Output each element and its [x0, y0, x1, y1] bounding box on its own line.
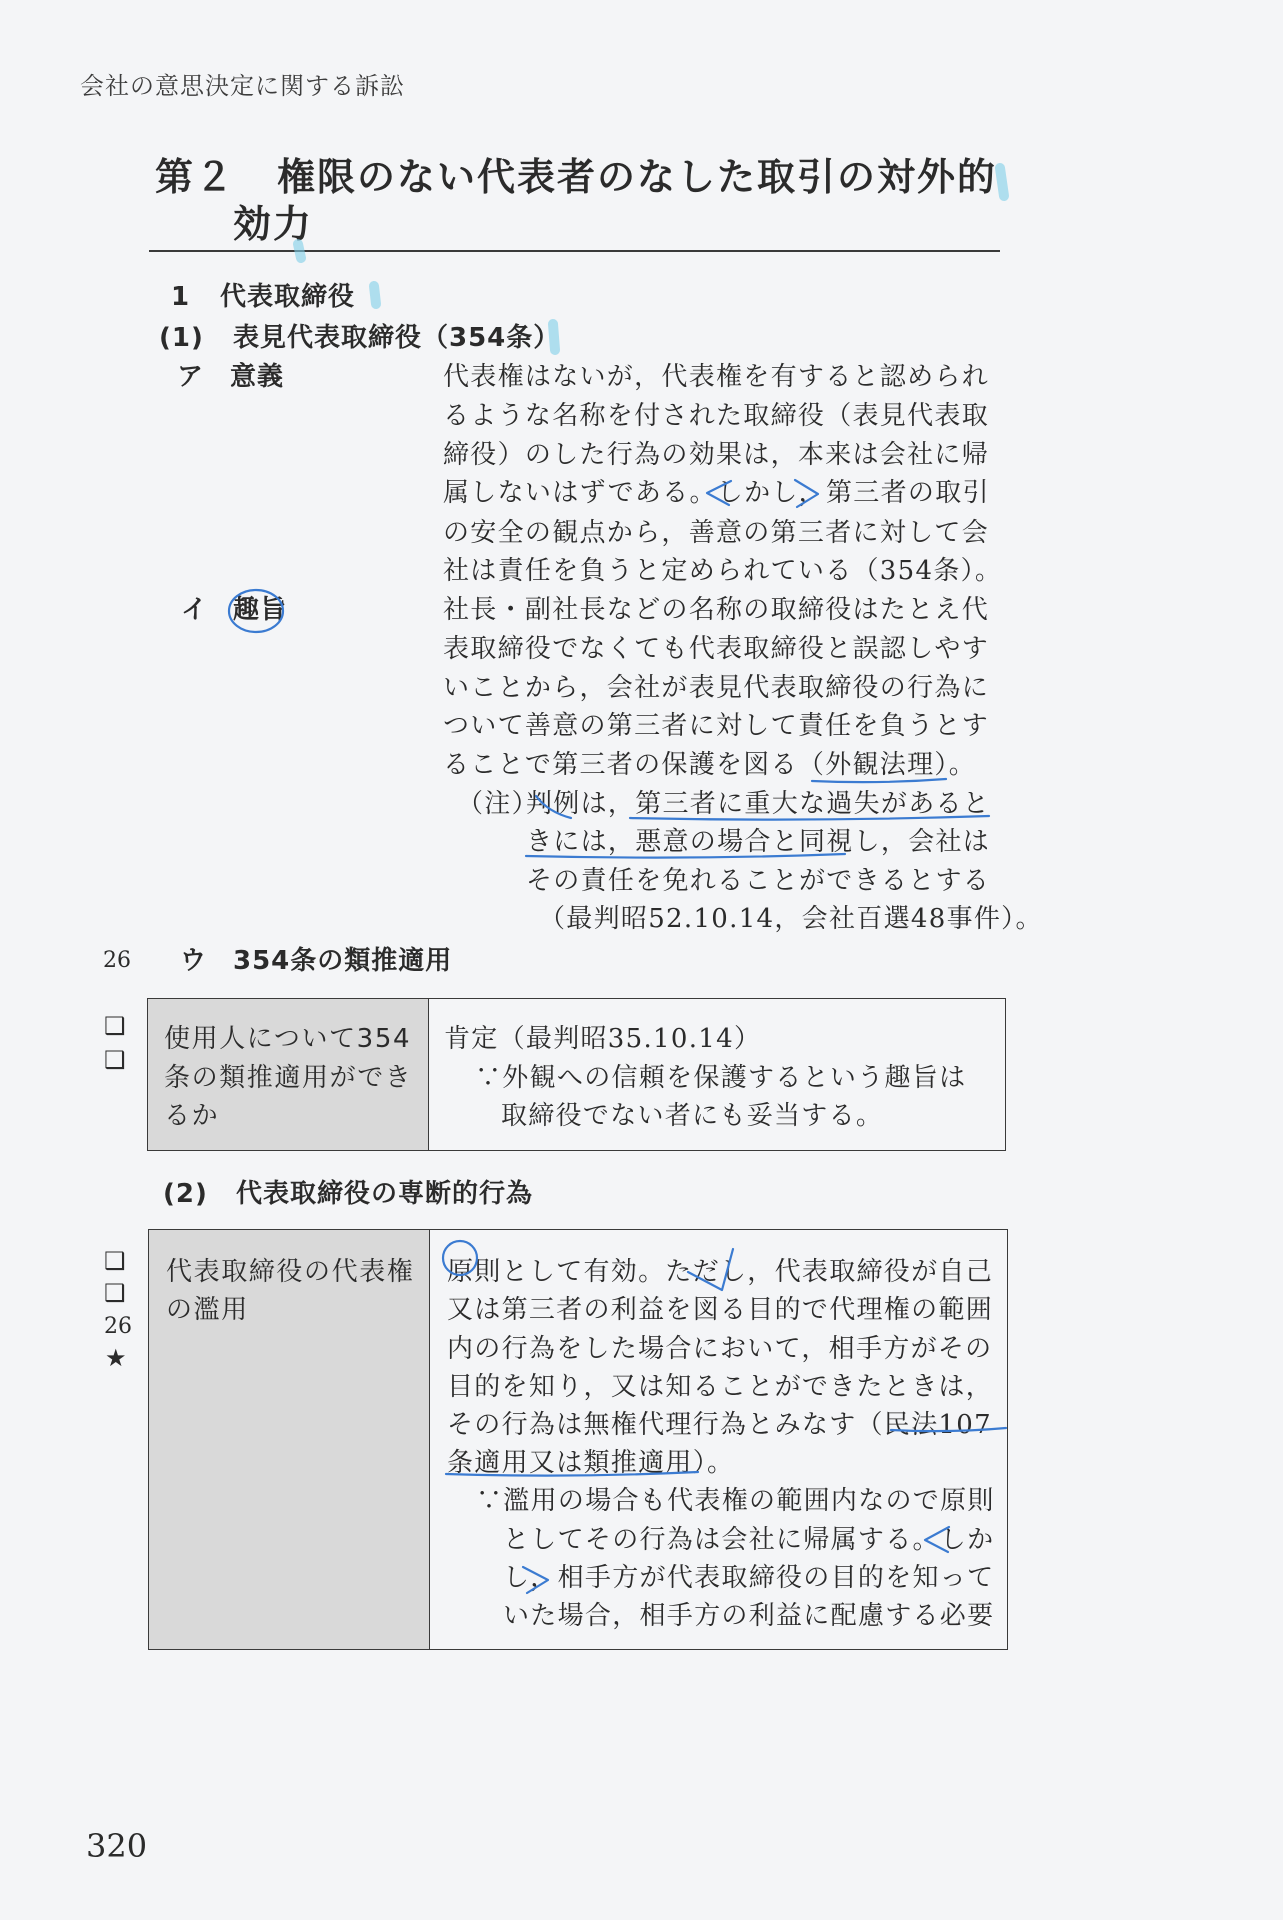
item-heading: 354条の類推適用	[233, 946, 453, 976]
chapter-number: 第２	[155, 155, 236, 199]
note-label: （注）	[457, 789, 539, 819]
item-label: イ	[181, 595, 209, 625]
running-header: 会社の意思決定に関する訴訟	[80, 72, 405, 100]
section-number: 1	[171, 282, 191, 312]
question-line: 使用人について354	[164, 1024, 412, 1054]
answer-line: 内の行為をした場合において，相手方がその	[447, 1334, 993, 1364]
checkbox-icon: ❑	[104, 1046, 126, 1074]
item-label: ア	[177, 362, 205, 392]
subsection-title: 表見代表取締役（354条）	[233, 323, 561, 353]
star-icon: ★	[105, 1344, 127, 1372]
body-line: 代表権はないが，代表権を有すると認められ	[443, 362, 990, 392]
margin-number: 26	[103, 948, 131, 973]
body-line: るような名称を付された取締役（表見代表取	[443, 401, 990, 431]
answer-line: 条適用又は類推適用）。	[447, 1448, 735, 1478]
chapter-title-line: 権限のない代表者のなした取引の対外的	[277, 155, 998, 199]
body-line: 締役）のした行為の効果は，本来は会社に帰	[443, 440, 990, 470]
item-label: ウ	[180, 946, 208, 976]
body-line: いことから，会社が表見代表取締役の行為に	[443, 673, 990, 703]
checkbox-icon: ❑	[104, 1279, 126, 1307]
body-line: 属しないはずである。しかし，第三者の取引	[443, 478, 990, 508]
question-line: 代表取締役の代表権	[166, 1257, 415, 1287]
qa-table	[148, 1229, 1008, 1650]
question-line: るか	[164, 1101, 220, 1131]
chapter-title-line: 効力	[233, 202, 314, 246]
answer-line: 肯定（最判昭35.10.14）	[444, 1024, 762, 1054]
checkbox-icon: ❑	[104, 1247, 126, 1275]
subsection-number: (1)	[159, 323, 204, 353]
item-heading: 意義	[230, 362, 285, 392]
subsection-number: (2)	[163, 1179, 208, 1209]
question-cell	[149, 1230, 430, 1649]
answer-line: ∵濫用の場合も代表権の範囲内なので原則	[476, 1486, 995, 1516]
answer-line: 目的を知り，又は知ることができたときは，	[447, 1372, 994, 1402]
subsection-title: 代表取締役の専断的行為	[236, 1179, 534, 1209]
body-line: 社は責任を負うと定められている（354条）。	[443, 556, 1003, 586]
note-line: （最判昭52.10.14，会社百選48事件）。	[539, 904, 1043, 934]
note-line: きには，悪意の場合と同視し，会社は	[526, 827, 991, 857]
body-line: ることで第三者の保護を図る（外観法理）。	[443, 750, 977, 780]
qa-table	[147, 998, 1006, 1151]
answer-line: その行為は無権代理行為とみなす（民法107	[447, 1410, 992, 1440]
answer-line: 取締役でない者にも妥当する。	[501, 1101, 884, 1131]
note-line: その責任を免れることができるとする	[526, 866, 991, 896]
highlighter-mark	[1000, 168, 1004, 196]
answer-line: ∵外観への信頼を保護するという趣旨は	[475, 1063, 967, 1093]
body-line: 社長・副社長などの名称の取締役はたとえ代	[443, 595, 990, 625]
body-line: ついて善意の第三者に対して責任を負うとす	[443, 711, 990, 741]
question-line: 条の類推適用ができ	[164, 1063, 413, 1093]
note-line: 判例は，第三者に重大な過失があると	[526, 789, 991, 819]
answer-line: 原則として有効。ただし，代表取締役が自己	[447, 1257, 994, 1287]
answer-line: し，相手方が代表取締役の目的を知って	[503, 1563, 995, 1593]
answer-line: 又は第三者の利益を図る目的で代理権の範囲	[447, 1295, 994, 1325]
body-line: の安全の観点から，善意の第三者に対して会	[443, 518, 990, 548]
page-number: 320	[86, 1827, 148, 1865]
question-line: の濫用	[166, 1295, 249, 1325]
item-heading: 趣旨	[233, 595, 288, 625]
answer-line: としてその行為は会社に帰属する。しか	[503, 1525, 995, 1555]
highlighter-mark	[374, 286, 376, 304]
answer-line: いた場合，相手方の利益に配慮する必要	[503, 1601, 995, 1631]
body-line: 表取締役でなくても代表取締役と誤認しやす	[443, 634, 990, 664]
margin-number: 26	[104, 1314, 132, 1339]
checkbox-icon: ❑	[104, 1012, 126, 1040]
section-title: 代表取締役	[220, 282, 356, 312]
title-rule	[149, 250, 1000, 252]
